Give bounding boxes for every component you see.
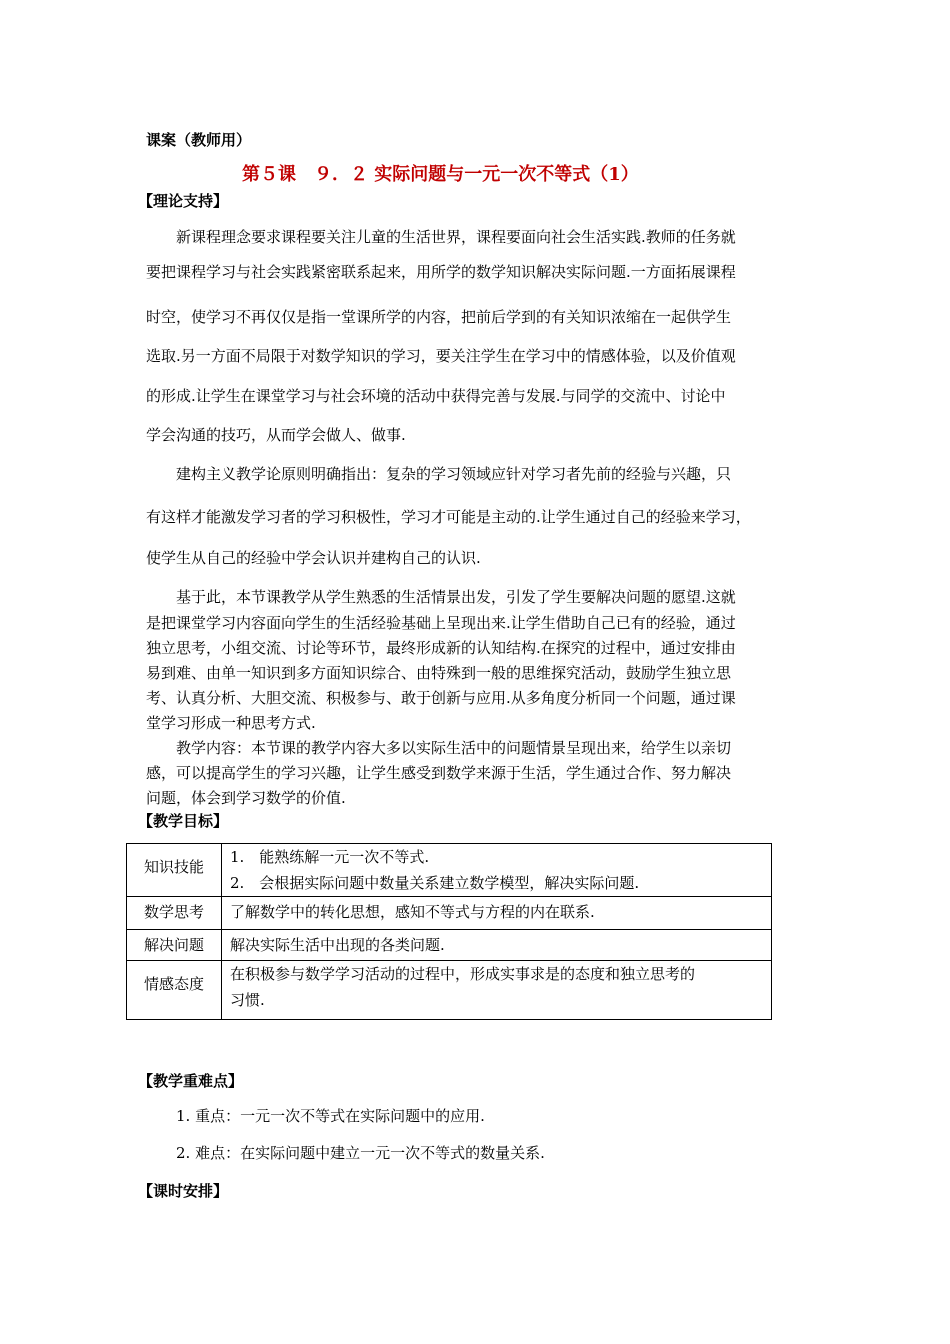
theory-p4-line: 感，可以提高学生的学习兴趣，让学生感受到数学来源于生活，学生通过合作、努力解决 bbox=[146, 764, 732, 782]
goal-label: 数学思考 bbox=[143, 903, 204, 921]
goal-content-line: 2. 会根据实际问题中数量关系建立数学模型，解决实际问题. bbox=[230, 874, 640, 892]
section-heading-keypoints: 【教学重难点】 bbox=[138, 1072, 244, 1090]
theory-p2-line: 有这样才能激发学习者的学习积极性，学习才可能是主动的.让学生通过自己的经验来学习， bbox=[146, 508, 751, 526]
theory-p3-line: 堂学习形成一种思考方式. bbox=[146, 714, 316, 732]
goal-content-line: 1. 能熟练解一元一次不等式. bbox=[230, 848, 430, 866]
theory-p3-line: 是把课堂学习内容面向学生的生活经验基础上呈现出来.让学生借助自己已有的经验，通过 bbox=[146, 614, 736, 632]
goal-content-line: 了解数学中的转化思想，感知不等式与方程的内在联系. bbox=[230, 903, 595, 921]
keypoint-item: 2. 难点：在实际问题中建立一元一次不等式的数量关系. bbox=[176, 1144, 545, 1162]
theory-p1-line: 要把课程学习与社会实践紧密联系起来，用所学的数学知识解决实际问题.一方面拓展课程 bbox=[146, 263, 736, 281]
theory-p2-line: 使学生从自己的经验中学会认识并建构自己的认识. bbox=[146, 549, 481, 567]
goals-table bbox=[126, 843, 772, 1020]
section-heading-theory: 【理论支持】 bbox=[138, 192, 229, 210]
theory-p3-line: 考、认真分析、大胆交流、积极参与、敢于创新与应用.从多角度分析同一个问题，通过课 bbox=[146, 689, 736, 707]
goal-content-line: 在积极参与数学学习活动的过程中，形成实事求是的态度和独立思考的 bbox=[230, 965, 696, 983]
goal-content-line: 习惯. bbox=[230, 991, 265, 1009]
theory-p1-line: 的形成.让学生在课堂学习与社会环境的活动中获得完善与发展.与同学的交流中、讨论中 bbox=[146, 387, 726, 405]
theory-p1-line: 选取.另一方面不局限于对数学知识的学习，要关注学生在学习中的情感体验，以及价值观 bbox=[146, 347, 736, 365]
table-row bbox=[127, 930, 772, 961]
theory-p3-line: 基于此，本节课教学从学生熟悉的生活情景出发，引发了学生要解决问题的愿望.这就 bbox=[176, 588, 736, 606]
goal-label: 知识技能 bbox=[143, 858, 204, 876]
goal-content-line: 解决实际生活中出现的各类问题. bbox=[230, 936, 445, 954]
goal-label: 情感态度 bbox=[143, 975, 204, 993]
table-row bbox=[127, 961, 772, 1020]
doc-header-label: 课案（教师用） bbox=[146, 131, 252, 149]
section-heading-goals: 【教学目标】 bbox=[138, 812, 229, 830]
table-row bbox=[127, 844, 772, 897]
section-heading-schedule: 【课时安排】 bbox=[138, 1182, 229, 1200]
theory-p4-line: 问题，体会到学习数学的价值. bbox=[146, 789, 346, 807]
goal-label: 解决问题 bbox=[143, 936, 204, 954]
table-row bbox=[127, 897, 772, 930]
keypoint-item: 1. 重点：一元一次不等式在实际问题中的应用. bbox=[176, 1107, 485, 1125]
lesson-title: 第５课 ９．２ 实际问题与一元一次不等式（1） bbox=[242, 164, 639, 185]
theory-p3-line: 易到难、由单一知识到多方面知识综合、由特殊到一般的思维探究活动，鼓励学生独立思 bbox=[146, 664, 732, 682]
theory-p1-line: 学会沟通的技巧，从而学会做人、做事. bbox=[146, 426, 406, 444]
theory-p4-line: 教学内容：本节课的教学内容大多以实际生活中的问题情景呈现出来，给学生以亲切 bbox=[176, 739, 732, 757]
theory-p3-line: 独立思考，小组交流、讨论等环节，最终形成新的认知结构.在探究的过程中，通过安排由 bbox=[146, 639, 736, 657]
theory-p1-line: 时空，使学习不再仅仅是指一堂课所学的内容，把前后学到的有关知识浓缩在一起供学生 bbox=[146, 308, 732, 326]
theory-p2-line: 建构主义教学论原则明确指出：复杂的学习领域应针对学习者先前的经验与兴趣，只 bbox=[176, 465, 732, 483]
theory-p1-line: 新课程理念要求课程要关注儿童的生活世界，课程要面向社会生活实践.教师的任务就 bbox=[176, 228, 736, 246]
